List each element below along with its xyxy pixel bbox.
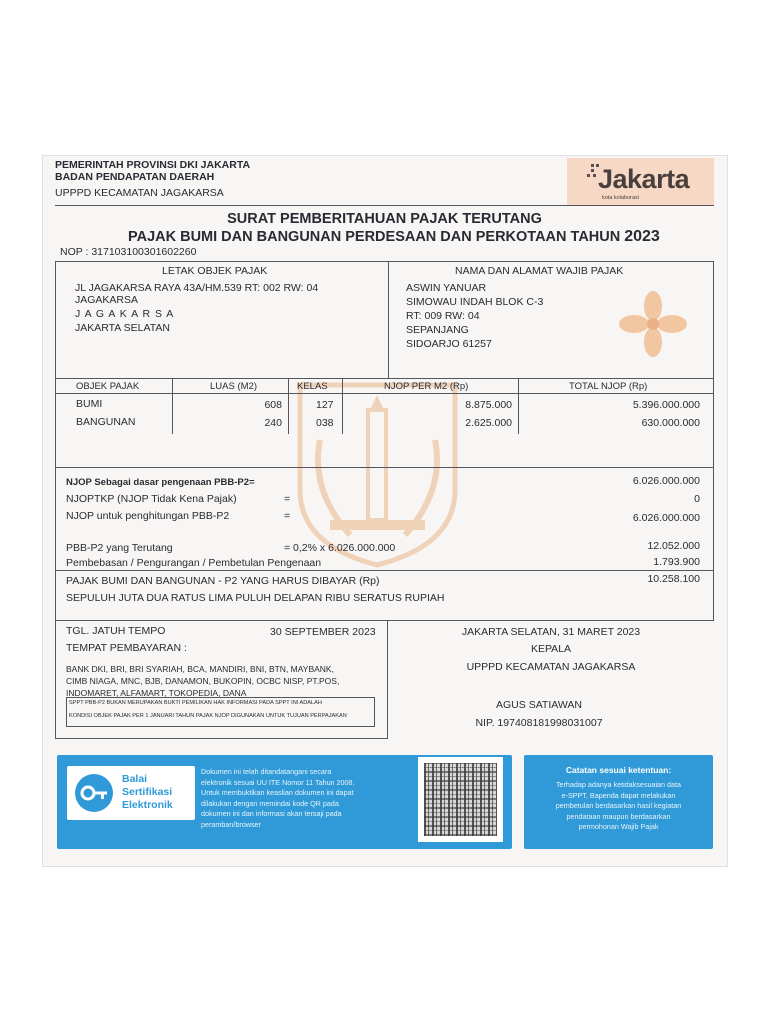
jakarta-logo — [567, 158, 714, 206]
cell-objek: BUMI — [76, 398, 103, 410]
harus-bayar-label: PAJAK BUMI DAN BANGUNAN - P2 YANG HARUS DIBAYAR (Rp) — [66, 575, 380, 587]
th-luas: LUAS (M2) — [210, 381, 257, 392]
njoptkp-eq: = — [284, 493, 291, 505]
ornament-flower-icon — [618, 284, 688, 364]
bsre-line-3: Elektronik — [122, 799, 173, 811]
letak-line-1: JL JAGAKARSA RAYA 43A/HM.539 RT: 002 RW: 04 — [75, 282, 319, 294]
doc-subtitle: PAJAK BUMI DAN BANGUNAN PERDESAAN DAN PERKOTAAN TAHUN 2023 — [128, 228, 660, 245]
pembebasan-label: Pembebasan / Pengurangan / Pembetulan Pengenaan — [66, 557, 322, 569]
terutang-label: PBB-P2 yang Terutang — [66, 542, 173, 554]
esign-line: Untuk membuktikan keaslian dokumen ini dapat — [201, 788, 354, 797]
bsre-line-2: Sertifikasi — [122, 786, 173, 798]
dasar-label: NJOP Sebagai dasar pengenaan PBB-P2= — [66, 477, 255, 488]
jatuh-tempo-label: TGL. JATUH TEMPO — [66, 625, 166, 637]
nop-value: 317103100301602260 — [91, 246, 197, 258]
hitung-value: 6.026.000.000 — [632, 512, 700, 524]
letak-line-3: J A G A K A R S A — [75, 308, 175, 320]
logo-tagline: kota kolaborasi — [602, 195, 639, 201]
banks-line-1: BANK DKI, BRI, BRI SYARIAH, BCA, MANDIRI, BNI, BTN, MAYBANK, — [66, 664, 334, 674]
header-province: PEMERINTAH PROVINSI DKI JAKARTA — [55, 159, 251, 171]
esign-text — [201, 767, 355, 830]
catatan-line: Terhadap adanya ketidaksesuaian data — [555, 780, 682, 789]
bsre-line-1: Balai — [122, 773, 148, 785]
terutang-value: 12.052.000 — [647, 540, 700, 552]
pembebasan-value: 1.793.900 — [653, 556, 700, 568]
cell-luas: 608 — [264, 399, 282, 411]
th-kelas: KELAS — [297, 381, 328, 392]
njoptkp-label: NJOPTKP (NJOP Tidak Kena Pajak) — [66, 493, 237, 505]
wp-line-3: RT: 009 RW: 04 — [406, 310, 480, 322]
disclaimer-line-1: SPPT PBB-P2 BUKAN MERUPAKAN BUKTI PEMILIKAN HAK INFORMASI PADA SPPT INI ADALAH — [69, 700, 322, 706]
wp-heading: NAMA DAN ALAMAT WAJIB PAJAK — [455, 265, 624, 277]
catatan-text — [524, 780, 713, 833]
esign-line: dokumen ini dan informasi akan tersaji pada — [201, 809, 342, 818]
header-office: UPPPD KECAMATAN JAGAKARSA — [55, 187, 224, 199]
hitung-eq: = — [284, 510, 291, 522]
wp-line-5: SIDOARJO 61257 — [406, 338, 492, 350]
hitung-label: NJOP untuk penghitungan PBB-P2 — [66, 510, 230, 522]
key-icon — [73, 772, 115, 814]
cell-kelas: 038 — [316, 417, 334, 429]
sign-name: AGUS SATIAWAN — [496, 699, 582, 711]
disclaimer-box — [66, 697, 375, 727]
harus-bayar-value: 10.258.100 — [647, 573, 700, 585]
sign-position: KEPALA — [530, 643, 572, 655]
logo-text: Jakarta — [598, 164, 690, 194]
jatuh-tempo-value: 30 SEPTEMBER 2023 — [270, 626, 376, 638]
sign-nip: NIP. 197408181998031007 — [475, 717, 603, 729]
esign-line: Dokumen ini telah ditandatangani secara — [201, 767, 332, 776]
letak-line-2: JAGAKARSA — [75, 294, 139, 306]
wp-line-2: SIMOWAU INDAH BLOK C-3 — [406, 296, 544, 308]
catatan-title: Catatan sesuai ketentuan: — [565, 765, 672, 775]
cell-total: 5.396.000.000 — [632, 399, 700, 411]
th-objek: OBJEK PAJAK — [76, 381, 140, 392]
qr-code[interactable] — [418, 757, 503, 842]
sign-place-date: JAKARTA SELATAN, 31 MARET 2023 — [461, 626, 641, 638]
nop: NOP : 317103100301602260 — [60, 246, 197, 258]
wp-line-4: SEPANJANG — [406, 324, 469, 336]
catatan-line: permohonan Wajib Pajak — [578, 822, 659, 831]
catatan-line: pendataan maupun berdasarkan — [566, 811, 671, 821]
terbilang: SEPULUH JUTA DUA RATUS LIMA PULUH DELAPAN RIBU SERATUS RUPIAH — [66, 592, 445, 604]
cell-kelas: 127 — [316, 399, 334, 411]
njoptkp-value: 0 — [694, 493, 700, 505]
disclaimer-line-2: KONDISI OBJEK PAJAK PER 1 JANUARI TAHUN PAJAK NJOP DIGUNAKAN UNTUK TUJUAN PERPAJAKAN — [69, 713, 347, 719]
catatan-line: pembetulan berdasarkan hasil kegiatan — [555, 801, 682, 810]
catatan-line: e-SPPT, Bapenda dapat melakukan — [561, 790, 676, 800]
letak-line-4: JAKARTA SELATAN — [75, 322, 170, 334]
header-agency: BADAN PENDAPATAN DAERAH — [55, 171, 215, 183]
cell-njop-m2: 8.875.000 — [465, 399, 512, 411]
esign-line: peramban/browser — [201, 819, 261, 829]
wp-line-1: ASWIN YANUAR — [406, 282, 487, 294]
th-total-njop: TOTAL NJOP (Rp) — [569, 381, 648, 392]
doc-title: SURAT PEMBERITAHUAN PAJAK TERUTANG — [227, 211, 542, 227]
letak-heading: LETAK OBJEK PAJAK — [162, 265, 268, 277]
tempat-label: TEMPAT PEMBAYARAN : — [66, 642, 187, 654]
bsre-logo — [67, 766, 195, 820]
doc-year: 2023 — [624, 228, 660, 245]
banks-line-3: INDOMARET, ALFAMART, TOKOPEDIA, DANA — [66, 688, 247, 698]
terutang-formula: = 0,2% x 6.026.000.000 — [284, 542, 396, 554]
th-njop-m2: NJOP PER M2 (Rp) — [384, 381, 469, 392]
dasar-value: 6.026.000.000 — [632, 475, 700, 487]
banks-line-2: CIMB NIAGA, MNC, BJB, DANAMON, BUKOPIN, OCBC NISP, PT.POS, — [66, 676, 340, 686]
sign-office: UPPPD KECAMATAN JAGAKARSA — [466, 661, 636, 673]
esign-line: dilakukan dengan memindai kode QR pada — [201, 798, 339, 808]
cell-njop-m2: 2.625.000 — [465, 417, 512, 429]
cell-objek: BANGUNAN — [76, 416, 136, 428]
cell-luas: 240 — [264, 417, 282, 429]
esign-line: elektronik sesuai UU ITE Nomor 11 Tahun 2008. — [201, 777, 355, 787]
cell-total: 630.000.000 — [641, 417, 700, 429]
